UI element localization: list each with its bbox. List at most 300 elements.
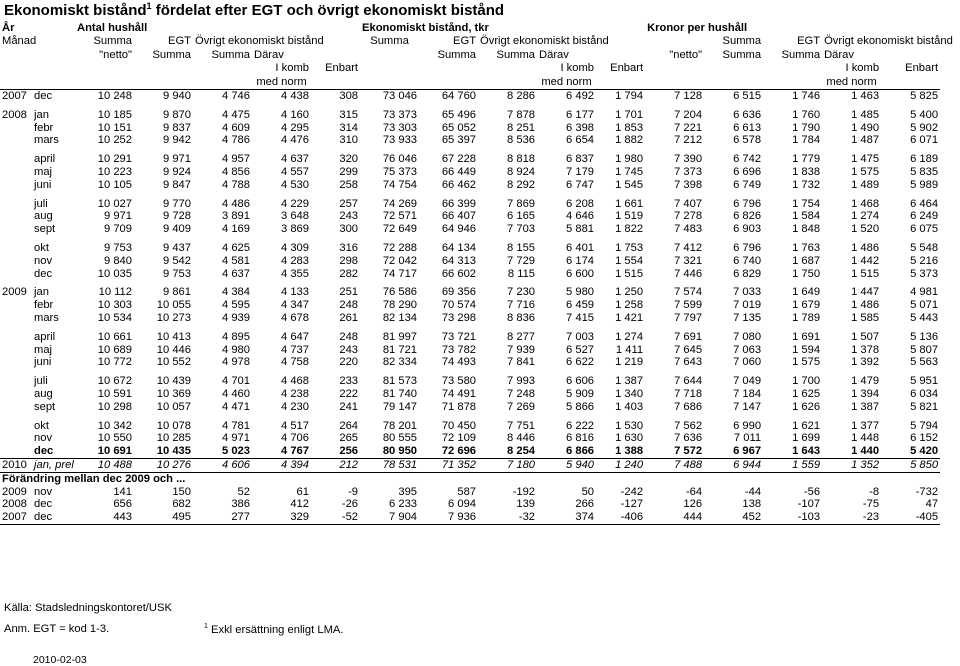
value-cell: 1 753	[615, 242, 644, 254]
value-cell: 61	[296, 485, 309, 498]
value-cell: 10 446	[156, 343, 191, 356]
table-row	[0, 286, 960, 299]
table-row	[0, 420, 960, 433]
value-cell: 6 189	[910, 153, 939, 166]
year-cell: 2010	[0, 458, 32, 472]
value-cell: 248	[339, 299, 359, 312]
value-cell: 220	[339, 356, 359, 369]
value-cell: 7 230	[507, 286, 536, 299]
value-cell: 4 939	[222, 311, 250, 324]
value-cell: 1 447	[851, 286, 880, 299]
header-darav: Därav	[539, 48, 569, 61]
value-cell: 8 155	[507, 242, 536, 254]
value-cell: 8 251	[507, 121, 536, 134]
value-cell: 66 399	[441, 197, 477, 210]
value-cell: 4 895	[222, 330, 250, 343]
value-cell: 7 936	[419, 511, 478, 524]
value-cell: 7 011	[733, 432, 762, 445]
value-cell: 67 228	[441, 153, 477, 166]
value-cell: 10 078	[156, 419, 191, 432]
value-cell: 6 222	[566, 419, 595, 432]
value-cell: 79 147	[382, 400, 418, 413]
footnote-text: $^1$ Exkl ersättning enligt LMA.	[204, 623, 344, 636]
value-cell: 6 636	[733, 108, 762, 121]
value-cell: 66 407	[441, 210, 477, 223]
header-ekonomiskt-bistand-tkr: Ekonomiskt bistånd, tkr	[362, 22, 489, 34]
year-cell	[0, 198, 32, 211]
value-cell: 1 661	[615, 197, 644, 210]
value-cell: 299	[339, 166, 359, 179]
value-cell: 73 298	[441, 311, 477, 324]
value-cell: 6 177	[566, 108, 595, 121]
value-cell: 70 450	[441, 419, 477, 432]
value-cell: 4 981	[910, 286, 939, 299]
value-cell: 4 230	[281, 400, 309, 413]
value-cell: 656	[113, 498, 132, 511]
value-cell: 10 661	[97, 330, 132, 343]
year-cell: 2007	[2, 90, 27, 103]
value-cell: 6 796	[733, 197, 762, 210]
value-cell: 10 151	[97, 121, 132, 134]
value-cell: 8 254	[507, 445, 536, 458]
value-cell: 265	[339, 432, 359, 445]
value-cell: 9 870	[163, 108, 191, 121]
value-cell: 1 507	[851, 330, 880, 343]
value-cell: 9 753	[163, 267, 191, 280]
value-cell: 6 459	[566, 299, 595, 312]
value-cell: 1 784	[792, 134, 821, 147]
value-cell: -52	[311, 511, 360, 524]
value-cell: 74 493	[441, 356, 477, 369]
value-cell: 65 397	[441, 134, 477, 147]
value-cell: 5 989	[910, 178, 939, 191]
header-ovrigt: Övrigt ekonomiskt bistånd	[195, 35, 324, 48]
value-cell: 138	[742, 498, 762, 511]
value-cell: -127	[620, 498, 644, 511]
value-cell: 4 595	[222, 299, 250, 312]
header-enbart: Enbart	[325, 62, 359, 75]
header-med-norm: med norm	[822, 76, 881, 90]
value-cell: 5 825	[910, 90, 939, 103]
table-row	[0, 153, 960, 166]
month-cell: dec	[34, 90, 53, 103]
value-cell: 7 643	[674, 356, 703, 369]
header-summa: Summa	[370, 35, 409, 48]
value-cell: 70 574	[441, 299, 477, 312]
value-cell: 4 606	[193, 458, 252, 472]
value-cell: 64 946	[441, 223, 477, 236]
value-cell: 7 269	[507, 400, 536, 413]
value-cell: 10 439	[156, 375, 191, 388]
value-cell: 10 413	[156, 330, 191, 343]
table-row	[0, 166, 960, 179]
value-cell: 4 169	[222, 223, 250, 236]
table-row	[0, 255, 960, 268]
value-cell: 66 602	[441, 267, 477, 280]
value-cell: 72 696	[441, 445, 477, 458]
value-cell: 7 373	[674, 166, 703, 179]
value-cell: 4 625	[222, 242, 250, 254]
value-cell: 7 063	[733, 343, 762, 356]
month-cell: juli	[34, 375, 48, 388]
value-cell: 1 575	[792, 356, 821, 369]
value-cell: 1 392	[851, 356, 880, 369]
change-row	[0, 498, 960, 511]
month-cell: dec	[34, 498, 53, 511]
value-cell: -9	[348, 485, 359, 498]
value-cell: 4 971	[222, 432, 250, 445]
value-cell: 266	[575, 498, 595, 511]
value-cell: 1 274	[615, 330, 644, 343]
value-cell: 5 835	[910, 166, 939, 179]
value-cell: 6 233	[389, 498, 418, 511]
value-cell: 7 128	[674, 90, 703, 103]
table-row	[0, 344, 960, 357]
value-cell: -8	[869, 485, 880, 498]
month-cell: febr	[34, 121, 54, 134]
value-cell: 7 686	[674, 400, 703, 413]
value-cell: 10 772	[97, 356, 132, 369]
value-cell: -75	[862, 498, 880, 511]
value-cell: 5 548	[910, 242, 939, 254]
month-cell: nov	[34, 432, 53, 445]
value-cell: 6 152	[910, 432, 939, 445]
year-cell	[0, 312, 32, 325]
value-cell: 7 691	[674, 330, 703, 343]
value-cell: 316	[339, 242, 359, 254]
header-kronor-per-hushall: Kronor per hushåll	[647, 22, 748, 34]
value-cell: 10 273	[156, 311, 191, 324]
value-cell: 5 980	[566, 286, 595, 299]
value-cell: 9 728	[163, 210, 191, 223]
change-row	[0, 511, 960, 524]
value-cell: 1 621	[792, 419, 821, 432]
value-cell: 10 435	[156, 445, 191, 458]
value-cell: 1 489	[851, 178, 880, 191]
value-cell: 74 717	[382, 267, 418, 280]
value-cell: 10 342	[97, 419, 132, 432]
value-cell: 4 746	[222, 90, 250, 103]
value-cell: 66 449	[441, 166, 477, 179]
value-cell: 72 649	[382, 223, 418, 236]
value-cell: 4 758	[281, 356, 309, 369]
value-cell: 7 179	[566, 166, 595, 179]
table-row	[0, 312, 960, 325]
value-cell: 7 147	[733, 400, 762, 413]
value-cell: 233	[339, 375, 359, 388]
month-cell: jan, prel	[34, 458, 74, 471]
value-cell: 4 609	[222, 121, 250, 134]
value-cell: 1 475	[851, 153, 880, 166]
value-cell: 443	[75, 511, 134, 524]
value-cell: 7 645	[674, 343, 703, 356]
value-cell: 7 204	[674, 108, 703, 121]
value-cell: 6 600	[566, 267, 595, 280]
year-cell	[0, 344, 32, 357]
value-cell: 1 403	[615, 400, 644, 413]
value-cell: 64 760	[441, 90, 477, 103]
value-cell: 7 562	[674, 419, 703, 432]
value-cell: 6 398	[566, 121, 595, 134]
value-cell: 6 613	[733, 121, 762, 134]
value-cell: 1 240	[596, 458, 645, 472]
value-cell: 3 869	[281, 223, 309, 236]
value-cell: 10 369	[156, 387, 191, 400]
value-cell: 1 575	[851, 166, 880, 179]
value-cell: 6 174	[566, 254, 595, 267]
month-cell: sept	[34, 400, 56, 413]
header-egt: EGT	[797, 35, 821, 48]
value-cell: 3 648	[281, 210, 309, 223]
value-cell: 1 421	[615, 311, 644, 324]
header-row-2	[0, 35, 960, 48]
value-cell: 1 700	[792, 375, 821, 388]
header-med-norm: med norm	[252, 76, 311, 90]
value-cell: 6 837	[566, 153, 595, 166]
value-cell: 72 042	[382, 254, 418, 267]
value-cell: 10 035	[97, 267, 132, 280]
year-cell	[0, 255, 32, 268]
year-cell	[0, 388, 32, 401]
month-cell: sept	[34, 223, 56, 236]
month-cell: juni	[34, 178, 52, 191]
value-cell: 1 388	[615, 445, 644, 458]
year-cell	[0, 432, 32, 445]
value-cell: 4 229	[281, 197, 309, 210]
value-cell: 1 519	[615, 210, 644, 223]
value-cell: 5 563	[910, 356, 939, 369]
value-cell: 71 878	[441, 400, 477, 413]
value-cell: 4 438	[281, 90, 309, 103]
value-cell: 4 706	[281, 432, 309, 445]
value-cell: 1 687	[792, 254, 821, 267]
value-cell: 374	[537, 511, 596, 524]
header-year: År	[2, 22, 15, 34]
value-cell: 7 716	[507, 299, 536, 312]
value-cell: -405	[881, 511, 940, 524]
value-cell: -107	[797, 498, 821, 511]
value-cell: 6 515	[733, 90, 762, 103]
value-cell: 82 134	[382, 311, 418, 324]
value-cell: 6 606	[566, 375, 595, 388]
value-cell: 10 276	[134, 458, 193, 472]
value-cell: 139	[516, 498, 536, 511]
value-cell: 1 468	[851, 197, 880, 210]
value-cell: 7 321	[674, 254, 703, 267]
value-cell: 69 356	[441, 286, 477, 299]
value-cell: 1 679	[792, 299, 821, 312]
value-cell: 75 373	[382, 166, 418, 179]
header-antal-hushall: Antal hushåll	[77, 22, 148, 34]
value-cell: 6 578	[733, 134, 762, 147]
value-cell: 6 816	[566, 432, 595, 445]
value-cell: 222	[339, 387, 359, 400]
table-row	[0, 375, 960, 388]
value-cell: 1 515	[851, 267, 880, 280]
value-cell: 72 571	[382, 210, 418, 223]
value-cell: 1 352	[822, 458, 881, 472]
value-cell: 7 221	[674, 121, 703, 134]
header-darav: Därav	[824, 48, 854, 61]
value-cell: 1 559	[763, 458, 822, 472]
value-cell: 10 027	[97, 197, 132, 210]
value-cell: 212	[311, 458, 360, 472]
year-cell	[0, 153, 32, 166]
value-cell: 4 980	[222, 343, 250, 356]
value-cell: 5 909	[566, 387, 595, 400]
year-cell: 2007	[0, 511, 32, 524]
value-cell: 282	[339, 267, 359, 280]
value-cell: 1 442	[851, 254, 880, 267]
value-cell: 73 580	[441, 375, 477, 388]
value-cell: 4 646	[566, 210, 595, 223]
value-cell: 52	[237, 485, 250, 498]
value-cell: 10 185	[97, 108, 132, 121]
year-cell	[0, 299, 32, 312]
value-cell: 8 115	[507, 267, 536, 280]
month-cell: maj	[34, 343, 53, 356]
value-cell: 7 841	[507, 356, 536, 369]
value-cell: 314	[339, 121, 359, 134]
header-summa: Summa	[152, 48, 191, 61]
value-cell: 4 678	[281, 311, 309, 324]
value-cell: 82 334	[382, 356, 418, 369]
value-cell: 7 718	[674, 387, 703, 400]
value-cell: 7 407	[674, 197, 703, 210]
value-cell: 7 080	[733, 330, 762, 343]
value-cell: 4 384	[222, 286, 250, 299]
value-cell: 7 751	[507, 419, 536, 432]
value-cell: 10 672	[97, 375, 132, 388]
year-cell: 2008	[2, 498, 27, 511]
value-cell: 4 476	[281, 134, 309, 147]
value-cell: 81 997	[382, 330, 418, 343]
value-cell: 261	[339, 311, 359, 324]
month-cell: nov	[34, 485, 53, 498]
change-section-label: Förändring mellan dec 2009 och ...	[0, 472, 940, 485]
value-cell: 10 105	[97, 178, 132, 191]
table-row	[0, 179, 960, 192]
header-darav: Därav	[254, 48, 284, 61]
header-i-komb: I komb	[275, 62, 309, 75]
value-cell: -26	[341, 498, 359, 511]
value-cell: 1 980	[615, 153, 644, 166]
value-cell: 7 483	[674, 223, 703, 236]
month-cell: nov	[34, 254, 53, 267]
value-cell: 251	[339, 286, 359, 299]
value-cell: 6 492	[566, 90, 595, 103]
year-cell	[0, 179, 32, 192]
value-cell: -406	[596, 511, 645, 524]
header-summa: Summa	[781, 48, 821, 61]
value-cell: 1 794	[615, 90, 644, 103]
table-row	[0, 331, 960, 344]
value-cell: 8 292	[507, 178, 536, 191]
value-cell: 1 584	[792, 210, 821, 223]
value-cell: 7 599	[674, 299, 703, 312]
value-cell: 6 527	[566, 343, 595, 356]
value-cell: 73 933	[382, 134, 418, 147]
value-cell: 1 463	[851, 90, 880, 103]
value-cell: 6 967	[733, 445, 762, 458]
value-cell: 329	[252, 511, 311, 524]
value-cell: 4 767	[281, 445, 309, 458]
value-cell: 4 781	[222, 419, 250, 432]
value-cell: 4 581	[222, 254, 250, 267]
source-note: Källa: Stadsledningskontoret/USK	[4, 602, 172, 614]
table-row	[0, 268, 960, 281]
year-cell	[0, 242, 32, 255]
value-cell: -32	[478, 511, 537, 524]
table-row	[0, 109, 960, 122]
value-cell: 1 763	[792, 242, 821, 254]
value-cell: 1 530	[615, 419, 644, 432]
value-cell: 7 904	[360, 511, 419, 524]
value-cell: 1 746	[792, 90, 821, 103]
table-row	[0, 198, 960, 211]
value-cell: 50	[581, 485, 595, 498]
value-cell: 10 303	[97, 299, 132, 312]
value-cell: 1 750	[792, 267, 821, 280]
header-summa: Summa	[722, 35, 762, 48]
value-cell: 1 258	[615, 299, 644, 312]
value-cell: 1 789	[792, 311, 821, 324]
year-cell	[0, 420, 32, 433]
value-cell: 1 219	[615, 356, 644, 369]
value-cell: 9 753	[104, 242, 132, 254]
value-cell: 76 586	[382, 286, 418, 299]
value-cell: 1 779	[792, 153, 821, 166]
value-cell: 1 554	[615, 254, 644, 267]
year-cell	[0, 445, 32, 458]
header-summa: Summa	[437, 48, 477, 61]
value-cell: 6 034	[910, 387, 939, 400]
table-row	[0, 134, 960, 147]
value-cell: 10 057	[156, 400, 191, 413]
value-cell: 7 488	[645, 458, 704, 472]
value-cell: 78 290	[382, 299, 418, 312]
value-cell: 7 869	[507, 197, 536, 210]
header-ovrigt: Övrigt ekonomiskt bistånd	[824, 35, 953, 48]
value-cell: 320	[339, 153, 359, 166]
value-cell: 7 180	[478, 458, 537, 472]
statistics-table	[0, 22, 960, 525]
value-cell: 10 248	[97, 90, 132, 103]
value-cell: 1 790	[792, 121, 821, 134]
value-cell: 5 216	[910, 254, 939, 267]
value-cell: 256	[339, 445, 359, 458]
table-row	[0, 432, 960, 445]
header-row-groups	[0, 22, 960, 35]
value-cell: 73 721	[441, 330, 477, 343]
value-cell: 444	[645, 511, 704, 524]
value-cell: 4 647	[281, 330, 309, 343]
value-cell: 10 112	[98, 286, 132, 299]
value-cell: 5 850	[881, 458, 940, 472]
value-cell: 6 464	[910, 197, 939, 210]
month-cell: april	[34, 330, 56, 343]
month-cell: juni	[34, 356, 52, 369]
month-cell: dec	[34, 445, 54, 458]
value-cell: 9 542	[163, 254, 191, 267]
value-cell: 1 649	[792, 286, 821, 299]
value-cell: 4 737	[281, 343, 309, 356]
value-cell: -64	[685, 485, 703, 498]
value-cell: 10 252	[97, 134, 132, 147]
value-cell: 1 822	[615, 223, 644, 236]
value-cell: 1 853	[615, 121, 644, 134]
value-cell: 4 133	[281, 286, 309, 299]
